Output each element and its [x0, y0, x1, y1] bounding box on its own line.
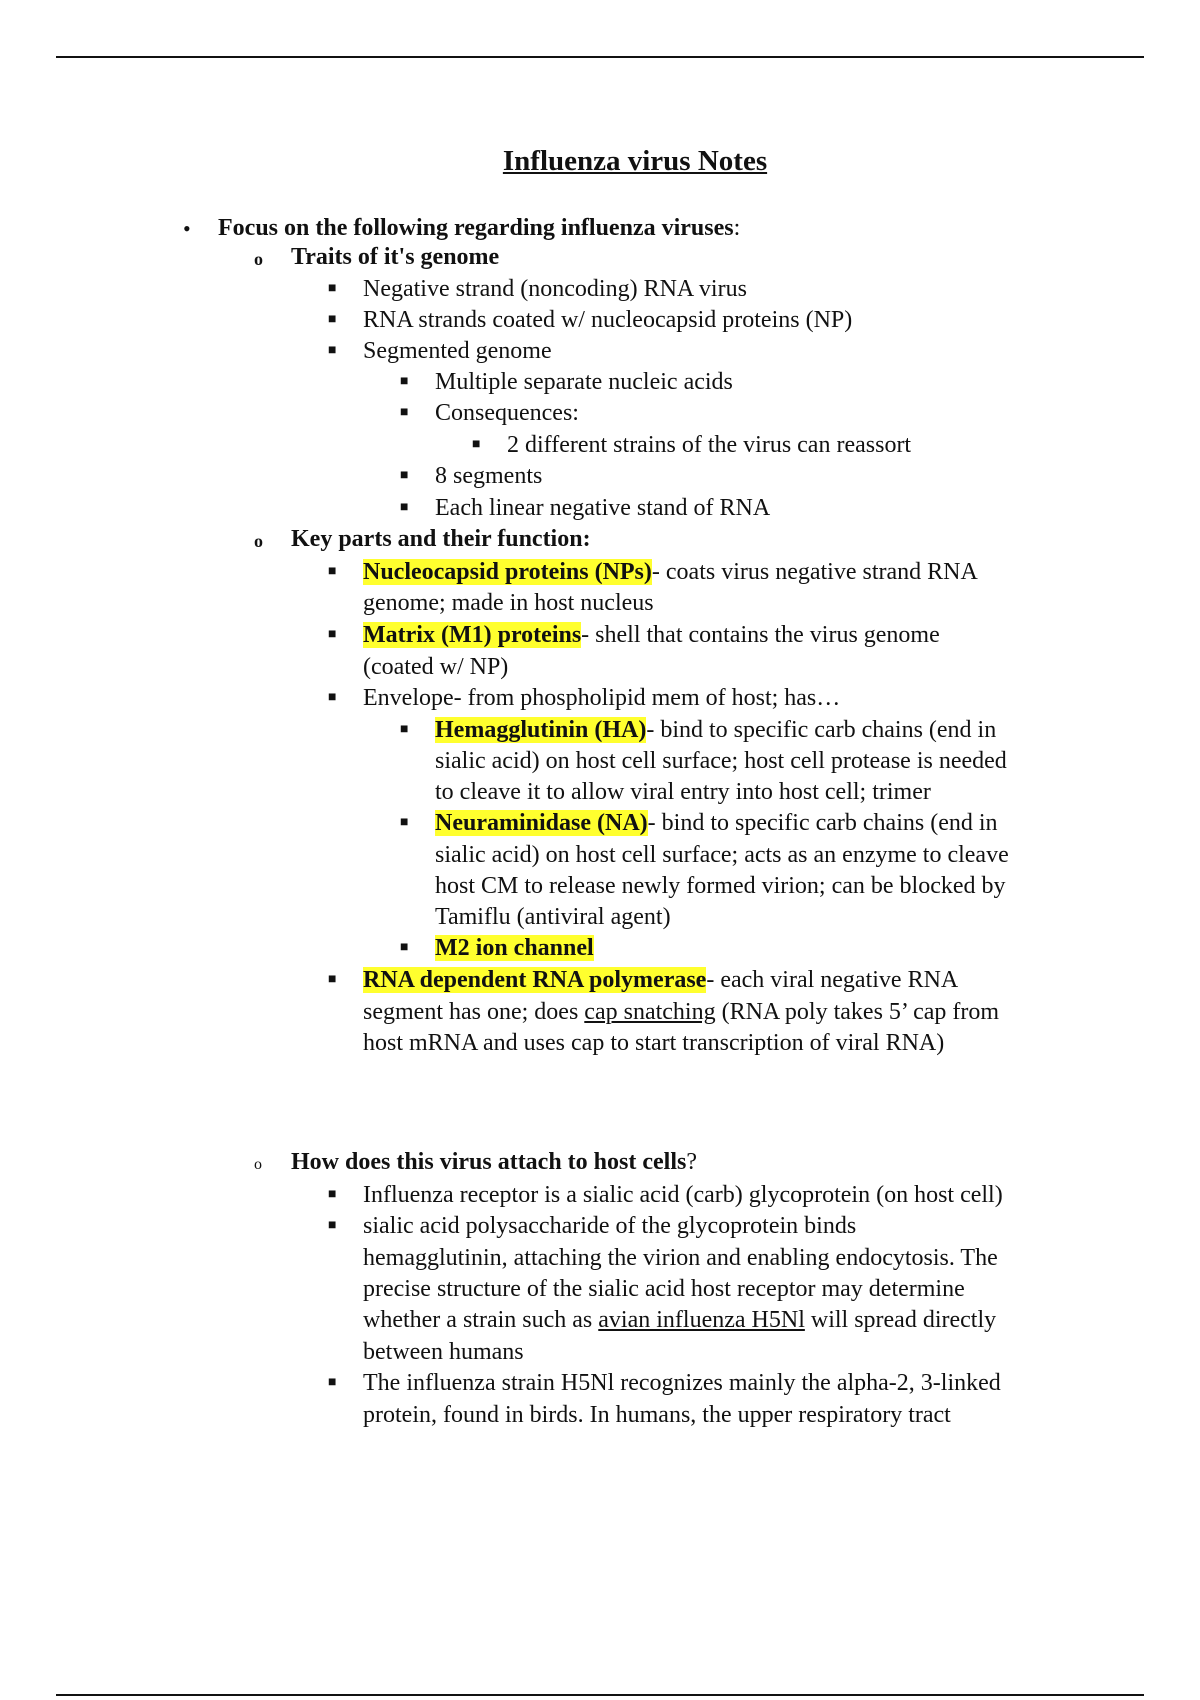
- bullet-square: ■: [400, 815, 409, 830]
- bullet-square: ■: [400, 940, 409, 955]
- bullet-circle: o: [254, 249, 263, 269]
- rdrp-term: RNA dependent RNA polymerase: [363, 967, 707, 993]
- bullet-square: ■: [400, 405, 409, 420]
- attach-suffix: ?: [686, 1149, 697, 1175]
- attach-item-2-4: [363, 1305, 996, 1335]
- focus-suffix: :: [733, 215, 741, 241]
- attach-item-3-1: The influenza strain H5Nl recognizes mainly the alpha-2, 3-linked: [363, 1370, 1001, 1396]
- bullet-square: ■: [328, 1187, 337, 1202]
- rdrp-desc-3: host mRNA and uses cap to start transcription of viral RNA): [363, 1030, 945, 1056]
- genome-item-1: Negative strand (noncoding) RNA virus: [363, 276, 747, 302]
- top-rule: [56, 56, 1144, 58]
- m2-term: M2 ion channel: [435, 935, 594, 961]
- na-desc-2: sialic acid) on host cell surface; acts as an enzyme to cleave: [435, 842, 1009, 868]
- bullet-square: ■: [472, 437, 481, 452]
- envelope-line: Envelope- from phospholipid mem of host; has…: [363, 685, 841, 711]
- na-line-1: [435, 808, 998, 838]
- bullet-square: ■: [328, 972, 337, 987]
- parts-heading: Key parts and their function:: [291, 526, 591, 552]
- segmented-linear: Each linear negative stand of RNA: [435, 495, 771, 521]
- bullet-disc: •: [183, 216, 191, 241]
- genome-item-3: Segmented genome: [363, 338, 552, 364]
- focus-line: [218, 213, 740, 243]
- focus-label: Focus on the following regarding influenza viruses: [218, 215, 734, 241]
- m2-line: [435, 933, 594, 963]
- segmented-multiple: Multiple separate nucleic acids: [435, 369, 733, 395]
- segmented-consequences: Consequences:: [435, 400, 579, 426]
- na-desc-4: Tamiflu (antiviral agent): [435, 904, 671, 930]
- bullet-square: ■: [328, 312, 337, 327]
- np-line-1: [363, 557, 978, 587]
- genome-item-2: RNA strands coated w/ nucleocapsid proteins (NP): [363, 307, 853, 333]
- bullet-square: ■: [400, 722, 409, 737]
- rdrp-cap-snatching: cap snatching: [584, 999, 716, 1025]
- bullet-square: ■: [400, 468, 409, 483]
- np-term: Nucleocapsid proteins (NPs): [363, 559, 652, 585]
- attach-item-2-2: hemagglutinin, attaching the virion and enabling endocytosis. The: [363, 1245, 998, 1271]
- na-term: Neuraminidase (NA): [435, 810, 648, 836]
- attach-item-1: Influenza receptor is a sialic acid (carb) glycoprotein (on host cell): [363, 1182, 1003, 1208]
- rdrp-desc-2b: (RNA poly takes 5’ cap from: [715, 999, 1000, 1025]
- m1-desc-2: (coated w/ NP): [363, 654, 509, 680]
- attach-item-2-4b: will spread directly: [804, 1307, 997, 1333]
- attach-item-2-5: between humans: [363, 1339, 524, 1365]
- m1-term: Matrix (M1) proteins: [363, 622, 582, 648]
- np-desc-2: genome; made in host nucleus: [363, 590, 654, 616]
- segmented-segments: 8 segments: [435, 463, 543, 489]
- ha-desc-2: sialic acid) on host cell surface; host cell protease is needed: [435, 748, 1007, 774]
- m1-line-1: [363, 620, 940, 650]
- ha-desc-3: to cleave it to allow viral entry into host cell; trimer: [435, 779, 931, 805]
- attach-item-2-1: sialic acid polysaccharide of the glycoprotein binds: [363, 1213, 857, 1239]
- bullet-square: ■: [400, 500, 409, 515]
- attach-item-2-3: precise structure of the sialic acid host receptor may determine: [363, 1276, 965, 1302]
- bullet-square: ■: [328, 281, 337, 296]
- bullet-square: ■: [328, 627, 337, 642]
- bullet-circle: o: [254, 531, 263, 551]
- ha-line-1: [435, 715, 996, 745]
- attach-item-2-4a: whether a strain such as: [363, 1307, 599, 1333]
- na-desc-3: host CM to release newly formed virion; can be blocked by: [435, 873, 1006, 899]
- genome-heading: Traits of it's genome: [291, 244, 500, 270]
- bullet-circle: o: [254, 1156, 262, 1173]
- segmented-reassort: 2 different strains of the virus can reassort: [507, 432, 912, 458]
- avian-influenza-term: avian influenza H5Nl: [598, 1307, 805, 1333]
- np-desc-1: - coats virus negative strand RNA: [651, 559, 978, 585]
- m1-desc-1: - shell that contains the virus genome: [581, 622, 940, 648]
- bullet-square: ■: [328, 564, 337, 579]
- attach-item-3-2: protein, found in birds. In humans, the upper respiratory tract: [363, 1402, 951, 1428]
- ha-term: Hemagglutinin (HA): [435, 717, 647, 743]
- na-desc-1: - bind to specific carb chains (end in: [647, 810, 998, 836]
- ha-desc-1: - bind to specific carb chains (end in: [646, 717, 997, 743]
- bullet-square: ■: [328, 690, 337, 705]
- bullet-square: ■: [400, 374, 409, 389]
- bullet-square: ■: [328, 343, 337, 358]
- page-title: Influenza virus Notes: [502, 145, 768, 177]
- bullet-square: ■: [328, 1218, 337, 1233]
- attach-line: [291, 1147, 697, 1177]
- rdrp-desc-2a: segment has one; does: [363, 999, 585, 1025]
- attach-heading: How does this virus attach to host cells: [291, 1149, 687, 1175]
- bullet-square: ■: [328, 1375, 337, 1390]
- rdrp-line-1: [363, 965, 958, 995]
- rdrp-desc-1: - each viral negative RNA: [706, 967, 959, 993]
- bottom-rule: [56, 1694, 1144, 1696]
- rdrp-line-2: [363, 997, 999, 1027]
